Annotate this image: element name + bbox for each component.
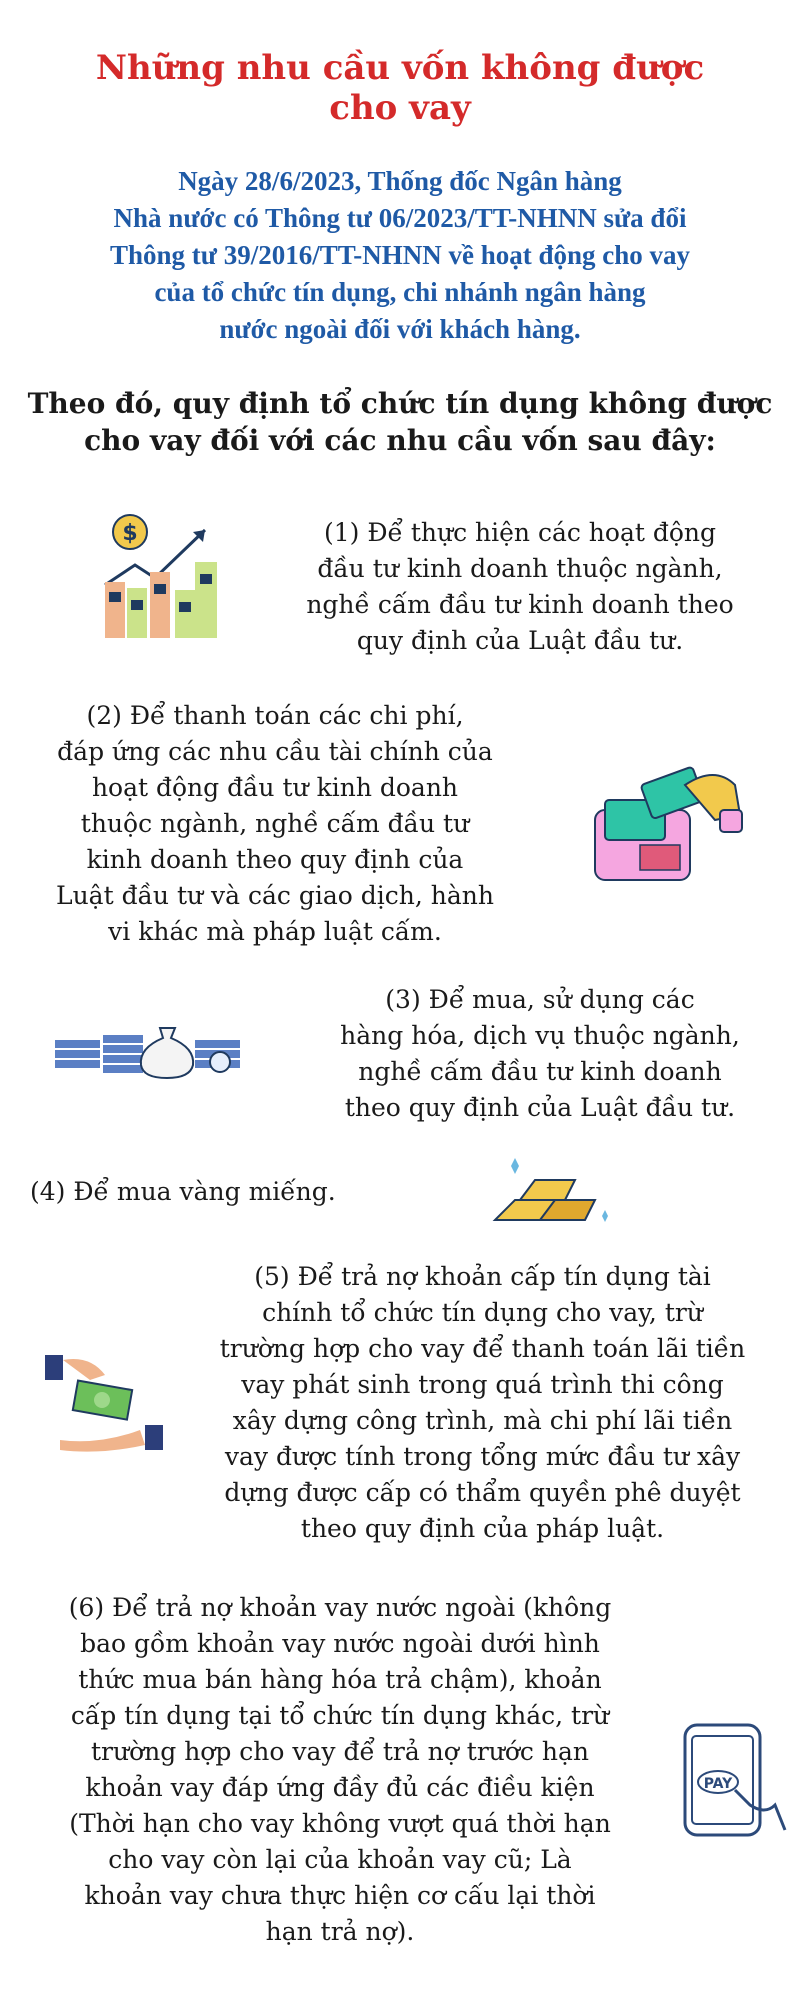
lead-line: cho vay đối với các nhu cầu vốn sau đây: [84, 424, 716, 457]
item-line: hàng hóa, dịch vụ thuộc ngành, [340, 1021, 740, 1050]
item-line: hoạt động đầu tư kinh doanh [91, 773, 459, 802]
intro-line: Ngày 28/6/2023, Thống đốc Ngân hàng [178, 166, 622, 196]
item-line: vi khác mà pháp luật cấm. [108, 917, 442, 946]
item-line: kinh doanh theo quy định của [86, 845, 464, 874]
list-item [20, 1590, 660, 1950]
item-line: thức mua bán hàng hóa trả chậm), khoản [78, 1665, 602, 1694]
item-line: đầu tư kinh doanh thuộc ngành, [317, 554, 723, 583]
item-line: dựng được cấp có thẩm quyền phê duyệt [224, 1478, 741, 1507]
item-line: (4) Để mua vàng miếng. [30, 1177, 336, 1206]
item-line: nghề cấm đầu tư kinh doanh theo [306, 590, 734, 619]
item-line: hạn trả nợ). [265, 1917, 415, 1946]
item-line: (1) Để thực hiện các hoạt động [323, 518, 717, 547]
item-line: trường hợp cho vay để thanh toán lãi tiền [219, 1334, 746, 1363]
item-line: khoản vay đáp ứng đầy đủ các điều kiện [85, 1773, 595, 1802]
item-line: quy định của Luật đầu tư. [356, 626, 684, 655]
money-stack-icon [55, 1010, 240, 1080]
item-line: Luật đầu tư và các giao dịch, hành [55, 881, 494, 910]
item-line: theo quy định của pháp luật. [300, 1514, 665, 1543]
list-item [10, 698, 540, 950]
lead-line: Theo đó, quy định tổ chức tín dụng không được [27, 387, 773, 420]
item-line: bao gồm khoản vay nước ngoài dưới hình [80, 1629, 600, 1658]
item-line: trường hợp cho vay để trả nợ trước hạn [91, 1737, 589, 1766]
title-line: cho vay [329, 88, 471, 128]
item-line: vay được tính trong tổng mức đầu tư xây [224, 1442, 741, 1471]
item-line: chính tổ chức tín dụng cho vay, trừ [262, 1298, 703, 1327]
intro-line: của tổ chức tín dụng, chi nhánh ngân hàng [154, 277, 646, 307]
investment-chart-icon [95, 510, 225, 640]
list-item [170, 1259, 795, 1547]
item-line: theo quy định của Luật đầu tư. [344, 1093, 736, 1122]
intro-line: Nhà nước có Thông tư 06/2023/TT-NHNN sửa đổi [113, 203, 687, 233]
item-line: nghề cấm đầu tư kinh doanh [358, 1057, 722, 1086]
item-line: thuộc ngành, nghề cấm đầu tư [80, 809, 470, 838]
item-line: (Thời hạn cho vay không vượt quá thời hạn [69, 1809, 611, 1838]
pay-label: PAY [703, 1776, 733, 1792]
money-exchange-hands-icon [40, 1355, 170, 1455]
item-line: cho vay còn lại của khoản vay cũ; Là [108, 1845, 572, 1874]
card-payment-terminal-icon [575, 755, 750, 900]
list-item [255, 515, 785, 659]
gold-bars-icon [485, 1150, 625, 1230]
list-item [295, 982, 785, 1126]
intro-line: nước ngoài đối với khách hàng. [219, 314, 581, 344]
lead-paragraph [20, 385, 780, 459]
item-line: khoản vay chưa thực hiện cơ cấu lại thời [84, 1881, 596, 1910]
mobile-pay-icon [680, 1720, 790, 1840]
title-line: Những nhu cầu vốn không được [95, 48, 705, 88]
item-line: (5) Để trả nợ khoản cấp tín dụng tài [254, 1262, 711, 1291]
item-line: (3) Để mua, sử dụng các [385, 985, 695, 1014]
item-line: cấp tín dụng tại tổ chức tín dụng khác, trừ [70, 1701, 610, 1730]
intro-paragraph [10, 163, 790, 348]
item-line: vay phát sinh trong quá trình thi công [241, 1370, 724, 1399]
item-line: (6) Để trả nợ khoản vay nước ngoài (không [68, 1593, 612, 1622]
intro-line: Thông tư 39/2016/TT-NHNN về hoạt động cho vay [109, 240, 691, 270]
item-line: (2) Để thanh toán các chi phí, [86, 701, 464, 730]
dollar-symbol: $ [122, 521, 138, 546]
item-line: đáp ứng các nhu cầu tài chính của [57, 737, 493, 766]
page-title [60, 48, 740, 128]
list-item [30, 1174, 410, 1210]
item-line: xây dựng công trình, mà chi phí lãi tiền [232, 1406, 733, 1435]
